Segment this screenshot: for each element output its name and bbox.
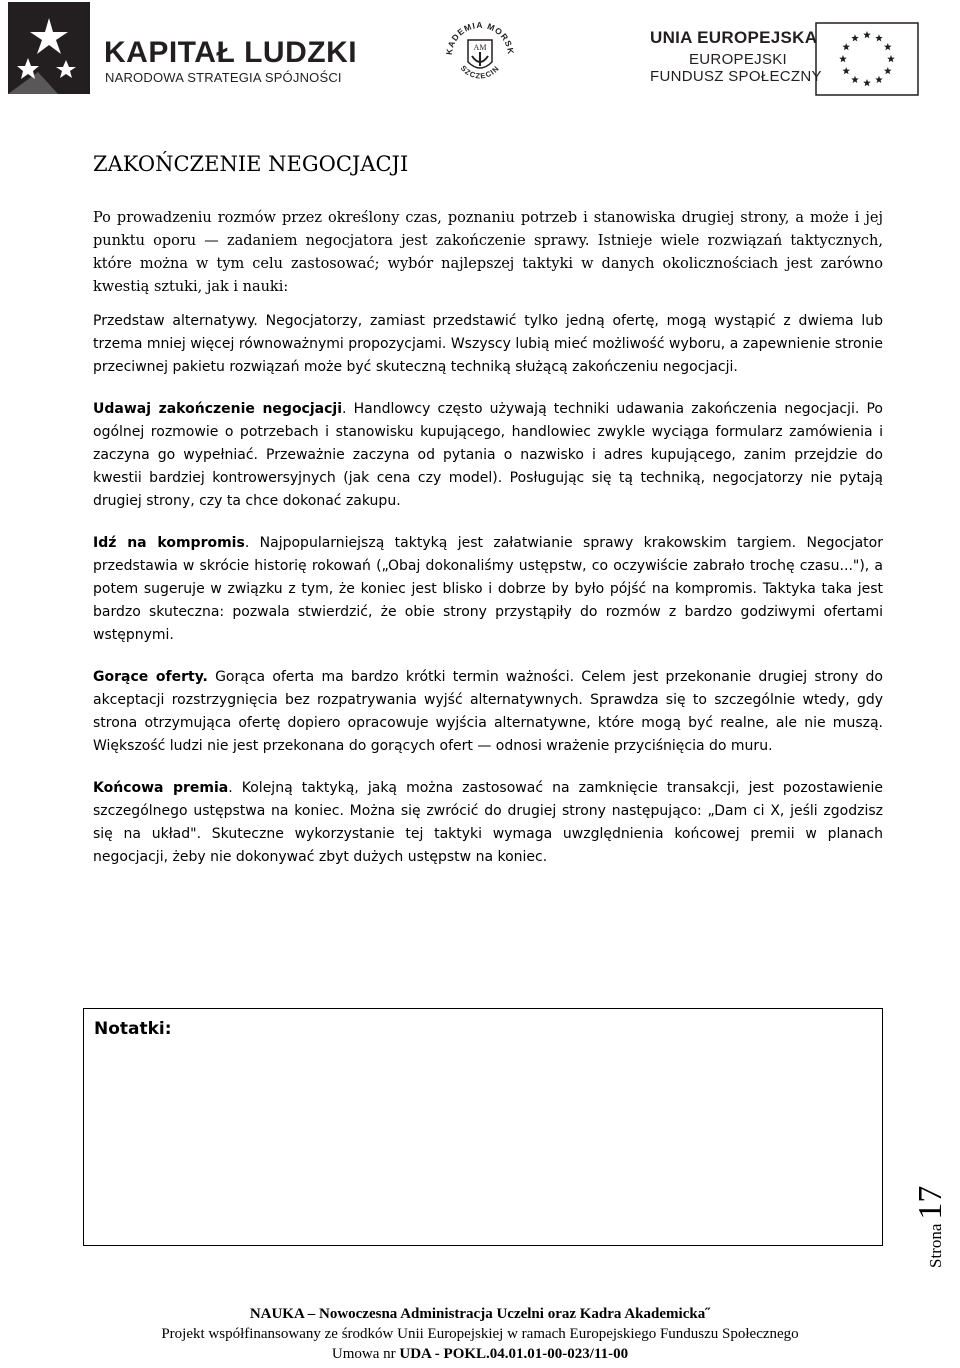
- section-lead: Przedstaw alternatywy.: [93, 313, 258, 329]
- section-text: Negocjatorzy, zamiast przedstawić tylko jedną ofertę, mogą wystąpić z dwiema lub trzema mniej więcej równoważnymi propozycjami. Wszyscy lubią mieć możliwość wyboru, a zapewnienie stronie przeciwnej pakietu rozwiązań może być skuteczną techniką służącą zakończeniu negocjacji.: [93, 313, 884, 375]
- notes-box[interactable]: [83, 1008, 883, 1246]
- page-number-value: 17: [912, 1185, 949, 1220]
- section-text: . Najpopularniejszą taktyką jest załatwianie sprawy krakowskim targiem. Negocjator przedstawia w skrócie historię rokowań („Obaj dokonaliśmy ustępstw, co oczywiście zabrało trochę czasu..."), a potem sugeruje w związku z tym, że koniec jest blisko i dobrze by było pójść na kompromis. Taktyka taka jest bardzo skuteczna: pozwala stwierdzić, że obie strony przystąpiły do rozmów z bardzo godziwymi ofertami wstępnymi.: [93, 535, 883, 643]
- intro-paragraph: Po prowadzeniu rozmów przez określony czas, poznaniu potrzeb i stanowiska drugiej strony, a może i jej punktu oporu — zadaniem negocjatora jest zakończenie sprawy. Istnieje wiele rozwiązań taktycznych, które można w tym celu zastosować; wybór najlepszej taktyki w danych okolicznościach jest zarówno kwestią sztuki, jak i nauki:: [93, 210, 883, 295]
- eu-flag-icon: [815, 22, 919, 96]
- section-lead: Końcowa premia: [93, 780, 229, 796]
- eu-star-icon: [842, 67, 850, 74]
- section-pretend-close: [93, 398, 883, 513]
- footer: [0, 1304, 960, 1364]
- eu-star-icon: [863, 79, 871, 86]
- kapital-ludzki-logo: [8, 2, 358, 102]
- eu-star-icon: [884, 43, 892, 50]
- document-body: [93, 207, 883, 869]
- section-hot-offers: [93, 666, 883, 758]
- section-alternatives: [93, 310, 883, 379]
- svg-text:SZCZECIN: [459, 64, 501, 81]
- footer-contract: [0, 1344, 960, 1364]
- ue-line3: FUNDUSZ SPOŁECZNY: [650, 68, 822, 85]
- section-compromise: [93, 532, 883, 647]
- page-title: ZAKOŃCZENIE NEGOCJACJI: [93, 152, 409, 176]
- eu-star-icon: [851, 76, 859, 83]
- am-city-text: SZCZECIN: [458, 63, 502, 81]
- page-word: Strona: [926, 1223, 945, 1268]
- eu-star-icon: [863, 31, 871, 38]
- akademia-morska-logo: [440, 14, 520, 94]
- section-final-bonus: [93, 777, 883, 869]
- am-monogram: AM: [473, 43, 487, 52]
- section-text: . Kolejną taktyką, jaką można zastosować na zamknięcie transakcji, jest pozostawienie szczególnego ustępstwa na koniec. Można się zwrócić do drugiej strony następująco: „Dam ci X, jeśli zgodzisz się na układ". Skuteczne wykorzystanie tej taktyki wymaga uwzględnienia końcowej premii w planach negocjacji, żeby nie dokonywać zbyt dużych ustępstw na koniec.: [93, 780, 883, 865]
- notes-label: Notatki:: [94, 1019, 172, 1039]
- footer-contract-number: UDA - POKL.04.01.01-00-023/11-00: [399, 1346, 629, 1362]
- kapital-ludzki-subtitle: NARODOWA STRATEGIA SPÓJNOŚCI: [105, 70, 342, 85]
- footer-project-name: NAUKA – Nowoczesna Administracja Uczelni oraz Kadra Akademicka˝: [249, 1306, 711, 1322]
- akademia-morska-emblem-icon: [440, 14, 520, 94]
- section-lead: Gorące oferty.: [93, 669, 208, 685]
- eu-star-icon: [875, 34, 883, 41]
- section-lead: Idź na kompromis: [93, 535, 245, 551]
- footer-contract-prefix: Umowa nr: [331, 1346, 400, 1362]
- section-text: . Handlowcy często używają techniki udawania zakończenia negocjacji. Po ogólnej rozmowie o potrzebach i stanowisku kupującego, handlowiec zwykle wyciąga formularz zamówienia i zaczyna go wypełniać. Przeważnie zaczyna od pytania o nazwisko i adres kupującego, zanim przejdzie do kwestii bardziej kontrowersyjnych (jak cena czy model). Posługując się tą techniką, negocjatorzy nie pytają drugiej strony, czy ta chce dokonać zakupu.: [93, 401, 883, 509]
- kapital-ludzki-mark-icon: [8, 2, 90, 94]
- eu-star-icon: [842, 43, 850, 50]
- eu-star-icon: [851, 34, 859, 41]
- eu-star-icon: [875, 76, 883, 83]
- eu-star-icon: [839, 55, 847, 62]
- eu-star-icon: [884, 67, 892, 74]
- unia-europejska-logo: [640, 22, 955, 102]
- section-lead: Udawaj zakończenie negocjacji: [93, 401, 343, 417]
- am-ring-text: KADEMIA MORSK: [443, 19, 517, 56]
- ue-line2: EUROPEJSKI: [689, 51, 788, 68]
- kapital-ludzki-title: KAPITAŁ LUDZKI: [104, 36, 358, 69]
- page-number: [912, 1185, 960, 1269]
- section-text: Gorąca oferta ma bardzo krótki termin ważności. Celem jest przekonanie drugiej strony do akceptacji rozstrzygnięcia bez rozpatrywania wyjść alternatywnych. Sprawdza się to szczególnie wtedy, gdy strona otrzymująca ofertę dopiero opracowuje wyjścia alternatywne, które mogą być realne, ale nie muszą. Większość ludzi nie jest przekonana do gorących ofert — odnosi wrażenie przyciśnięcia do muru.: [93, 669, 883, 754]
- footer-funding: Projekt współfinansowany ze środków Unii Europejskiej w ramach Europejskiego Funduszu Społecznego: [161, 1326, 799, 1342]
- ue-line1: UNIA EUROPEJSKA: [650, 28, 818, 47]
- eu-star-icon: [887, 55, 895, 62]
